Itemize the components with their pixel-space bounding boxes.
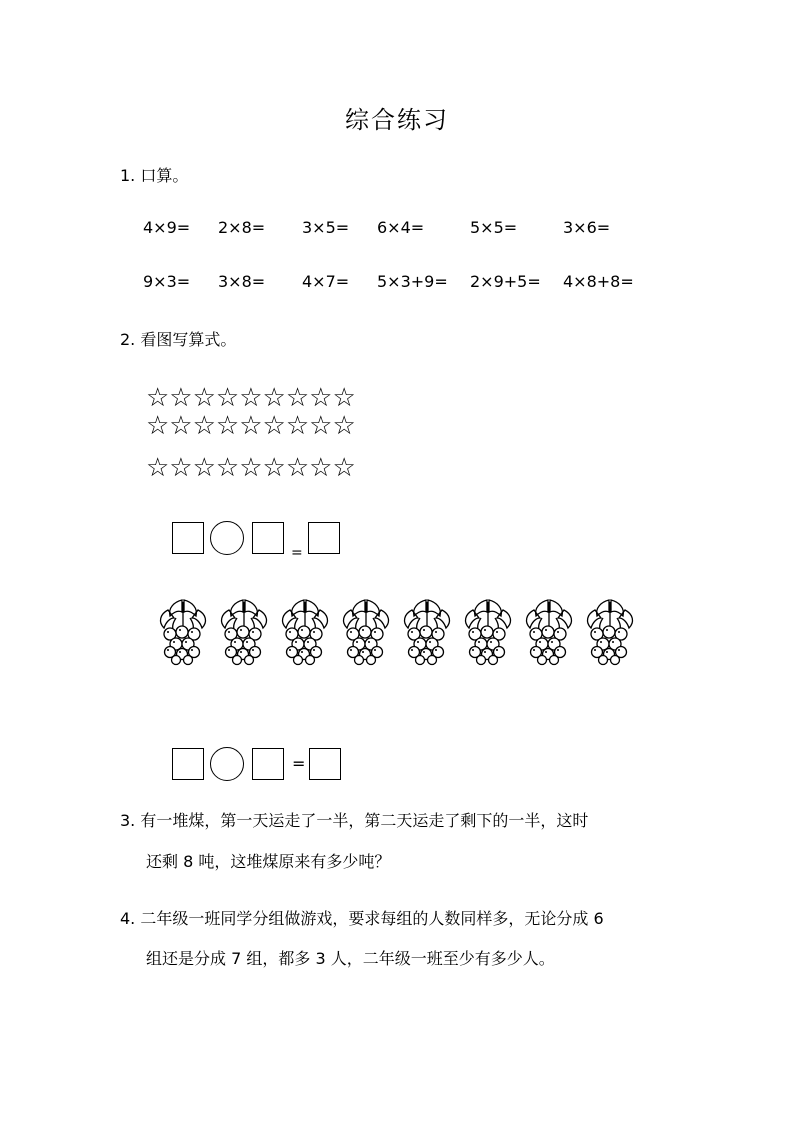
calc-item: 4×9= bbox=[143, 218, 191, 237]
answer-box[interactable] bbox=[308, 522, 340, 554]
calc-item: 4×8+8= bbox=[563, 272, 634, 291]
grape-bunch-icon bbox=[522, 596, 576, 666]
calc-item: 5×5= bbox=[470, 218, 518, 237]
equals-sign: = bbox=[292, 754, 306, 773]
grape-bunch-icon bbox=[461, 596, 515, 666]
calc-item: 2×8= bbox=[218, 218, 266, 237]
star-row: ☆☆☆☆☆☆☆☆☆ bbox=[146, 383, 356, 413]
calc-item: 5×3+9= bbox=[377, 272, 448, 291]
answer-box[interactable] bbox=[252, 748, 284, 780]
calc-item: 6×4= bbox=[377, 218, 425, 237]
grape-bunch-icon bbox=[583, 596, 637, 666]
question-3-line-1: 3. 有一堆煤，第一天运走了一半，第二天运走了剩下的一半，这时 bbox=[120, 811, 589, 830]
calc-item: 4×7= bbox=[302, 272, 350, 291]
calc-item: 3×8= bbox=[218, 272, 266, 291]
calc-item: 3×6= bbox=[563, 218, 611, 237]
answer-box[interactable] bbox=[172, 522, 204, 554]
question-1-heading: 1. 口算。 bbox=[120, 166, 189, 185]
grape-bunch-icon bbox=[400, 596, 454, 666]
question-2-heading: 2. 看图写算式。 bbox=[120, 330, 237, 349]
answer-box[interactable] bbox=[172, 748, 204, 780]
page-title: 综合练习 bbox=[345, 106, 449, 134]
grape-bunch-icon bbox=[339, 596, 393, 666]
operator-circle[interactable] bbox=[210, 521, 244, 555]
grape-bunch-icon bbox=[156, 596, 210, 666]
equals-sign: = bbox=[291, 545, 303, 561]
operator-circle[interactable] bbox=[210, 747, 244, 781]
question-4-line-1: 4. 二年级一班同学分组做游戏，要求每组的人数同样多，无论分成 6 bbox=[120, 909, 604, 928]
calc-item: 9×3= bbox=[143, 272, 191, 291]
calc-item: 2×9+5= bbox=[470, 272, 541, 291]
star-row: ☆☆☆☆☆☆☆☆☆ bbox=[146, 411, 356, 441]
star-row: ☆☆☆☆☆☆☆☆☆ bbox=[146, 453, 356, 483]
calc-item: 3×5= bbox=[302, 218, 350, 237]
answer-box[interactable] bbox=[252, 522, 284, 554]
question-3-line-2: 还剩 8 吨，这堆煤原来有多少吨？ bbox=[146, 852, 391, 871]
grape-bunch-icon bbox=[217, 596, 271, 666]
answer-box[interactable] bbox=[309, 748, 341, 780]
grape-bunch-icon bbox=[278, 596, 332, 666]
question-4-line-2: 组还是分成 7 组，都多 3 人，二年级一班至少有多少人。 bbox=[146, 949, 555, 968]
